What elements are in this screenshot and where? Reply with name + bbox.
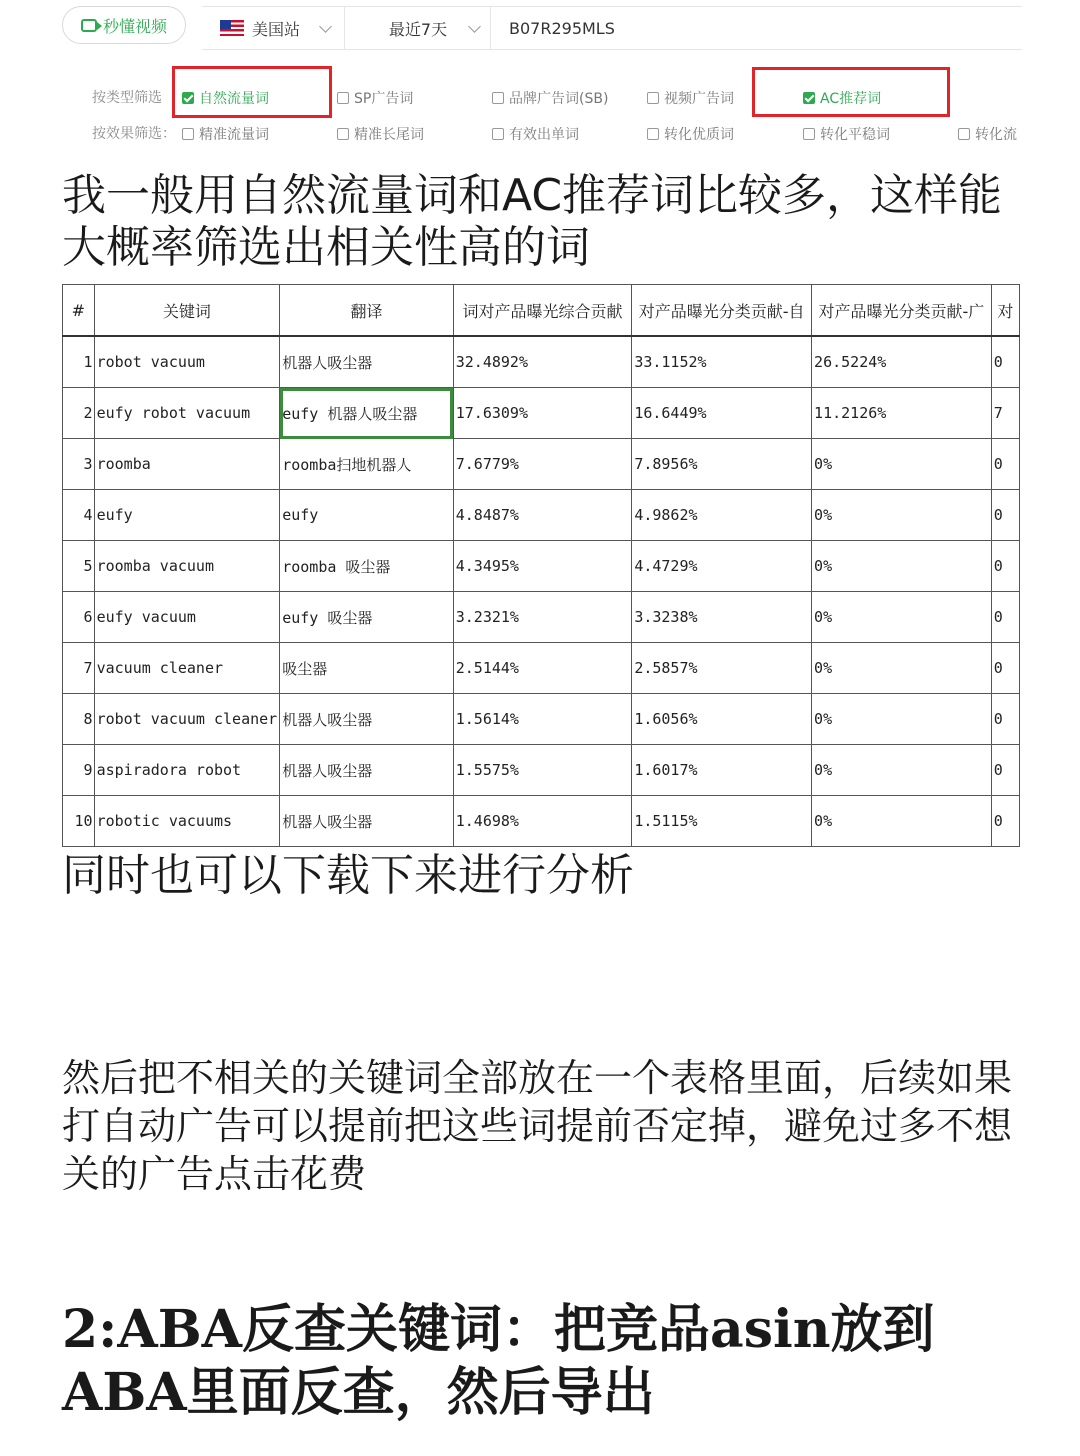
filter-conversion-traffic[interactable] <box>958 124 1017 144</box>
cell-total-exposure[interactable]: 4.3495% <box>453 541 632 592</box>
filter-high-conversion[interactable] <box>647 124 734 144</box>
cell-truncated[interactable]: 0 <box>991 694 1019 745</box>
checkbox-icon <box>958 128 970 140</box>
cell-translation[interactable]: roomba扫地机器人 <box>280 439 454 490</box>
cell-keyword[interactable]: eufy <box>94 490 280 541</box>
checkbox-icon <box>337 128 349 140</box>
cell-ad-exposure[interactable]: 11.2126% <box>812 388 992 439</box>
cell-translation[interactable]: 机器人吸尘器 <box>280 336 454 388</box>
cell-organic-exposure[interactable]: 16.6449% <box>632 388 812 439</box>
cell-ad-exposure[interactable]: 0% <box>812 796 992 847</box>
filter-sb-brand-keywords[interactable] <box>492 88 608 108</box>
table-row[interactable] <box>63 541 1020 592</box>
caption-filter-tip: 我一般用自然流量词和AC推荐词比较多，这样能大概率筛选出相关性高的词 <box>62 170 1003 273</box>
cell-keyword[interactable]: aspiradora robot <box>94 745 280 796</box>
cell-total-exposure[interactable]: 4.8487% <box>453 490 632 541</box>
date-range-value: 最近7天 <box>388 19 448 39</box>
cell-ad-exposure[interactable]: 0% <box>812 745 992 796</box>
checkbox-icon <box>337 92 349 104</box>
filter-option-label: AC推荐词 <box>820 91 882 107</box>
filter-stable-conversion[interactable] <box>803 124 890 144</box>
filter-precise-longtail[interactable] <box>337 124 424 144</box>
video-icon <box>81 19 97 32</box>
video-guide-label: 秒懂视频 <box>102 16 167 36</box>
asin-input[interactable] <box>490 7 1022 49</box>
cell-index[interactable]: 8 <box>63 694 95 745</box>
cell-keyword[interactable]: roomba <box>94 439 280 490</box>
cell-keyword[interactable]: roomba vacuum <box>94 541 280 592</box>
cell-index[interactable]: 6 <box>63 592 95 643</box>
table-row[interactable] <box>63 490 1020 541</box>
filter-effective-order[interactable] <box>492 124 579 144</box>
cell-ad-exposure[interactable]: 0% <box>812 490 992 541</box>
cell-index[interactable]: 10 <box>63 796 95 847</box>
cell-keyword[interactable]: vacuum cleaner <box>94 643 280 694</box>
cell-truncated[interactable]: 0 <box>991 745 1019 796</box>
cell-total-exposure[interactable]: 3.2321% <box>453 592 632 643</box>
date-range-select[interactable] <box>344 7 491 49</box>
table-row[interactable] <box>63 694 1020 745</box>
filter-option-label: 转化优质词 <box>664 127 734 143</box>
checkbox-icon <box>647 128 659 140</box>
filter-option-label: 品牌广告词(SB) <box>509 91 609 107</box>
toolbar <box>62 6 1022 50</box>
cell-organic-exposure[interactable]: 33.1152% <box>632 336 812 388</box>
table-row[interactable] <box>63 388 1020 439</box>
column-header-index[interactable]: # <box>63 285 95 337</box>
video-guide-button[interactable] <box>62 6 186 44</box>
column-header-organic-exposure[interactable]: 对产品曝光分类贡献-自 <box>632 285 812 337</box>
selector-bar <box>202 6 1022 50</box>
cell-truncated[interactable]: 7 <box>991 388 1019 439</box>
highlight-box-organic <box>172 66 332 118</box>
chevron-down-icon <box>319 20 332 33</box>
cell-truncated[interactable]: 0 <box>991 796 1019 847</box>
cell-keyword[interactable]: eufy vacuum <box>94 592 280 643</box>
effect-filter-label: 按效果筛选： <box>92 126 176 142</box>
table-row[interactable] <box>63 745 1020 796</box>
cell-ad-exposure[interactable]: 0% <box>812 643 992 694</box>
cell-ad-exposure[interactable]: 0% <box>812 694 992 745</box>
column-header-translation[interactable]: 翻译 <box>280 285 454 337</box>
keyword-spreadsheet <box>62 284 1020 853</box>
checkbox-icon <box>803 128 815 140</box>
table-row[interactable] <box>63 592 1020 643</box>
table-row[interactable] <box>63 796 1020 847</box>
filter-option-label: 自然流量词 <box>199 91 269 107</box>
checkbox-icon <box>492 128 504 140</box>
table-row[interactable] <box>63 336 1020 388</box>
chevron-down-icon <box>468 20 481 33</box>
cell-total-exposure[interactable]: 1.4698% <box>453 796 632 847</box>
caption-negative-keywords-tip: 然后把不相关的关键词全部放在一个表格里面，后续如果打自动广告可以提前把这些词提前否定掉，避免过多不想关的广告点击花费 <box>62 1056 1013 1196</box>
cell-index[interactable]: 7 <box>63 643 95 694</box>
filter-video-ad-keywords[interactable] <box>647 88 734 108</box>
cell-total-exposure[interactable]: 1.5575% <box>453 745 632 796</box>
type-filter-label: 按类型筛选 <box>92 90 162 106</box>
cell-truncated[interactable]: 0 <box>991 336 1019 388</box>
cell-keyword[interactable]: robotic vacuums <box>94 796 280 847</box>
section-heading-aba: 2:ABA反查关键词：把竞品asin放到ABA里面反查，然后导出 <box>62 1299 935 1424</box>
cell-organic-exposure[interactable]: 1.5115% <box>632 796 812 847</box>
cell-ad-exposure[interactable]: 0% <box>812 592 992 643</box>
asin-value: B07R295MLS <box>509 18 615 38</box>
cell-truncated[interactable]: 0 <box>991 490 1019 541</box>
marketplace-value: 美国站 <box>252 19 301 39</box>
cell-truncated[interactable]: 0 <box>991 592 1019 643</box>
table-header-row <box>63 285 1020 337</box>
cell-index[interactable]: 5 <box>63 541 95 592</box>
cell-translation[interactable]: eufy 吸尘器 <box>280 592 454 643</box>
cell-keyword[interactable]: eufy robot vacuum <box>94 388 280 439</box>
checkbox-icon <box>182 128 194 140</box>
cell-keyword[interactable]: robot vacuum <box>94 336 280 388</box>
cell-translation[interactable]: 机器人吸尘器 <box>280 694 454 745</box>
cell-organic-exposure[interactable]: 1.6017% <box>632 745 812 796</box>
cell-index[interactable]: 9 <box>63 745 95 796</box>
keyword-table <box>62 284 1020 847</box>
cell-total-exposure[interactable]: 32.4892% <box>453 336 632 388</box>
cell-organic-exposure[interactable]: 4.9862% <box>632 490 812 541</box>
cell-total-exposure[interactable]: 2.5144% <box>453 643 632 694</box>
filter-option-label: 视频广告词 <box>664 91 734 107</box>
filter-option-label: 转化流 <box>975 127 1017 143</box>
filter-option-label: 转化平稳词 <box>820 127 890 143</box>
checkbox-icon <box>647 92 659 104</box>
filter-option-label: 精准流量词 <box>199 127 269 143</box>
us-flag-icon <box>220 20 244 36</box>
filter-option-label: 有效出单词 <box>509 127 579 143</box>
cell-organic-exposure[interactable]: 1.6056% <box>632 694 812 745</box>
highlight-box-ac <box>752 67 950 117</box>
table-row[interactable] <box>63 643 1020 694</box>
caption-download-tip: 同时也可以下载下来进行分析 <box>62 850 634 901</box>
cell-organic-exposure[interactable]: 4.4729% <box>632 541 812 592</box>
column-header-truncated[interactable]: 对 <box>991 285 1019 337</box>
table-row[interactable] <box>63 439 1020 490</box>
cell-translation[interactable]: eufy <box>280 490 454 541</box>
cell-translation[interactable]: 机器人吸尘器 <box>280 745 454 796</box>
cell-total-exposure[interactable]: 7.6779% <box>453 439 632 490</box>
cell-total-exposure[interactable]: 1.5614% <box>453 694 632 745</box>
column-header-keyword[interactable]: 关键词 <box>94 285 280 337</box>
cell-ad-exposure[interactable]: 0% <box>812 439 992 490</box>
cell-translation[interactable]: roomba 吸尘器 <box>280 541 454 592</box>
cell-translation[interactable]: 机器人吸尘器 <box>280 796 454 847</box>
cell-organic-exposure[interactable]: 2.5857% <box>632 643 812 694</box>
cell-index[interactable]: 4 <box>63 490 95 541</box>
cell-translation[interactable]: eufy 机器人吸尘器 <box>280 388 454 439</box>
cell-index[interactable]: 2 <box>63 388 95 439</box>
cell-organic-exposure[interactable]: 7.8956% <box>632 439 812 490</box>
cell-index[interactable]: 1 <box>63 336 95 388</box>
cell-translation[interactable]: 吸尘器 <box>280 643 454 694</box>
filter-sp-ad-keywords[interactable] <box>337 88 413 108</box>
filter-option-label: SP广告词 <box>354 91 414 107</box>
filter-precise-traffic[interactable] <box>182 124 269 144</box>
checkbox-icon <box>492 92 504 104</box>
column-header-ad-exposure[interactable]: 对产品曝光分类贡献-广 <box>812 285 992 337</box>
cell-total-exposure[interactable]: 17.6309% <box>453 388 632 439</box>
cell-organic-exposure[interactable]: 3.3238% <box>632 592 812 643</box>
cell-truncated[interactable]: 0 <box>991 643 1019 694</box>
cell-truncated[interactable]: 0 <box>991 439 1019 490</box>
cell-ad-exposure[interactable]: 26.5224% <box>812 336 992 388</box>
filter-option-label: 精准长尾词 <box>354 127 424 143</box>
marketplace-select[interactable] <box>220 7 342 49</box>
cell-index[interactable]: 3 <box>63 439 95 490</box>
cell-truncated[interactable]: 0 <box>991 541 1019 592</box>
cell-ad-exposure[interactable]: 0% <box>812 541 992 592</box>
column-header-total-exposure[interactable]: 词对产品曝光综合贡献 <box>453 285 632 337</box>
cell-keyword[interactable]: robot vacuum cleaner <box>94 694 280 745</box>
